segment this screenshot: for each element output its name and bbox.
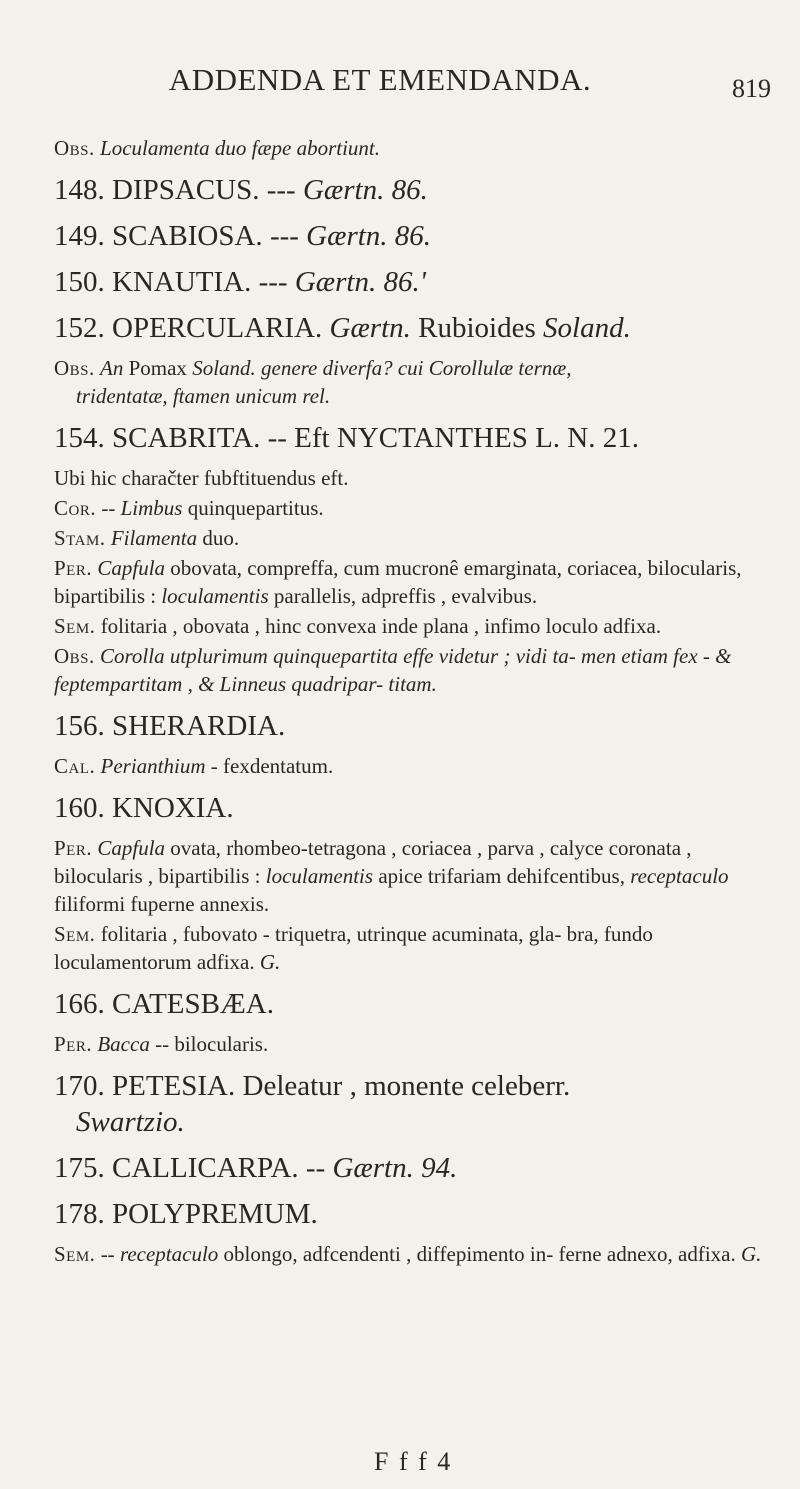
entry-148 [54,172,774,208]
note-text: oblongo, adfcendenti , diffepimento in- ferne adnexo, adfixa. [223,1242,736,1266]
label: Per. [54,1032,93,1056]
label: Sem. [54,922,96,946]
obs-note [54,134,774,162]
note-154: Ubi hic charačter fubftituendus eft. [54,466,349,490]
genus-name: SCABIOSA. [112,220,263,252]
note-text: Soland. genere diverfa? cui Corollulæ ternæ, [192,356,572,380]
term: Capfula [97,836,166,860]
genus-name: DIPSACUS. [112,174,260,206]
entry-number: 149. [54,220,105,252]
entry-160 [54,790,774,826]
note-text: filiformi fuperne annexis. [54,892,270,916]
label: Obs. [54,136,95,160]
page-body [54,132,774,1270]
reference: Gærtn. [329,312,411,344]
note-text: - fexdentatum. [210,754,334,778]
sem-note-178 [54,1240,774,1268]
entry-149 [54,218,774,254]
entry-156 [54,708,774,744]
page-number: 819 [732,74,771,103]
note-text: folitaria , obovata , hinc convexa inde plana , infimo loculo adfixa. [100,614,662,638]
entry-text: -- Eft NYCTANTHES L. N. 21. [267,422,640,454]
sem-note-154 [54,612,774,640]
entry-text: Deleatur , monente celeberr. [242,1070,571,1102]
genus-name: KNOXIA. [112,792,234,824]
per-note-154 [54,554,774,610]
note-text: ftamen unicum rel. [172,384,331,408]
entry-170 [54,1068,774,1140]
genus-name: OPERCULARIA. [112,312,323,344]
obs-152 [54,354,774,410]
label: Stam. [54,526,106,550]
signature-mark: F f f 4 [374,1447,453,1476]
label: Per. [54,836,93,860]
genus-name: CATESBÆA. [112,988,274,1020]
note-text: Corolla utplurimum quinquepartita effe videtur ; vidi ta- men etiam fex - & feptempartitam , & Linneus quadripar- titam. [54,644,732,696]
term: receptaculo [630,864,729,888]
author: Soland. [543,312,631,344]
note-text: Pomax [128,356,187,380]
entry-number: 175. [54,1152,105,1184]
note-text: folitaria , fubovato - triquetra, utrinque acuminata, gla- bra, fundo loculamentorum adfixa. [54,922,653,974]
entry-continuation: Swartzio. [76,1106,185,1138]
term: loculamentis [161,584,269,608]
term: Filamenta [110,526,198,550]
cor-note [54,494,774,522]
label: Cal. [54,754,96,778]
reference: --- Gærtn. 86. [269,220,432,252]
note-text: -- bilocularis. [155,1032,269,1056]
entry-number: 150. [54,266,105,298]
sem-note-160 [54,920,774,976]
term: Perianthium [100,754,206,778]
reference: --- Gærtn. 86.' [258,266,426,298]
genus-name: POLYPREMUM. [112,1198,318,1230]
note-text: obovata, compreffa, cum mucronê emarginata, coriacea, bilocularis, bipartibilis : [54,556,742,608]
term: Limbus [120,496,183,520]
term: receptaculo [119,1242,219,1266]
note-continuation [54,382,774,410]
entry-number: 148. [54,174,105,206]
entry-175 [54,1150,774,1186]
label: Sem. [54,614,96,638]
synonym: Rubioides [418,312,536,344]
stam-note [54,524,774,552]
entry-number: 166. [54,988,105,1020]
reference: --- Gærtn. 86. [266,174,428,206]
note-text: Loculamenta duo fæpe abortiunt. [100,136,381,160]
entry-152 [54,310,774,346]
label: Obs. [54,356,95,380]
entry-number: 156. [54,710,105,742]
note-text: duo. [202,526,240,550]
running-header: ADDENDA ET EMENDANDA. [168,62,592,97]
entry-178 [54,1196,774,1232]
note-text: ovata, rhombeo-tetragona , coriacea , parva , calyce coronata , bilocularis , bipartibilis : [54,836,692,888]
note-text: tridentatæ, [76,384,168,408]
entry-154 [54,420,774,456]
genus-name: SCABRITA. [112,422,261,454]
note-text: An [100,356,124,380]
dash: -- [101,496,116,520]
dash: -- [100,1242,115,1266]
note-text: parallelis, adpreffis , evalvibus. [273,584,538,608]
source-sigil: G. [259,950,281,974]
source-sigil: G. [740,1242,762,1266]
term: loculamentis [265,864,374,888]
entry-number: 152. [54,312,105,344]
per-note-160 [54,834,774,918]
note-text: apice trifariam dehifcentibus, [378,864,625,888]
entry-150 [54,264,774,300]
genus-name: CALLICARPA. [112,1152,299,1184]
cal-note-156 [54,752,774,780]
label: Per. [54,556,93,580]
entry-166 [54,986,774,1022]
label: Sem. [54,1242,96,1266]
genus-name: KNAUTIA. [112,266,252,298]
entry-number: 170. [54,1070,105,1102]
entry-number: 160. [54,792,105,824]
term: Capfula [97,556,166,580]
term: Bacca [97,1032,150,1056]
genus-name: SHERARDIA. [112,710,286,742]
label: Cor. [54,496,97,520]
genus-name: PETESIA. [112,1070,236,1102]
entry-number: 154. [54,422,105,454]
label: Obs. [54,644,95,668]
reference: -- Gærtn. 94. [305,1152,458,1184]
entry-number: 178. [54,1198,105,1230]
obs-154 [54,642,774,698]
per-note-166 [54,1030,774,1058]
note-text: quinquepartitus. [187,496,324,520]
